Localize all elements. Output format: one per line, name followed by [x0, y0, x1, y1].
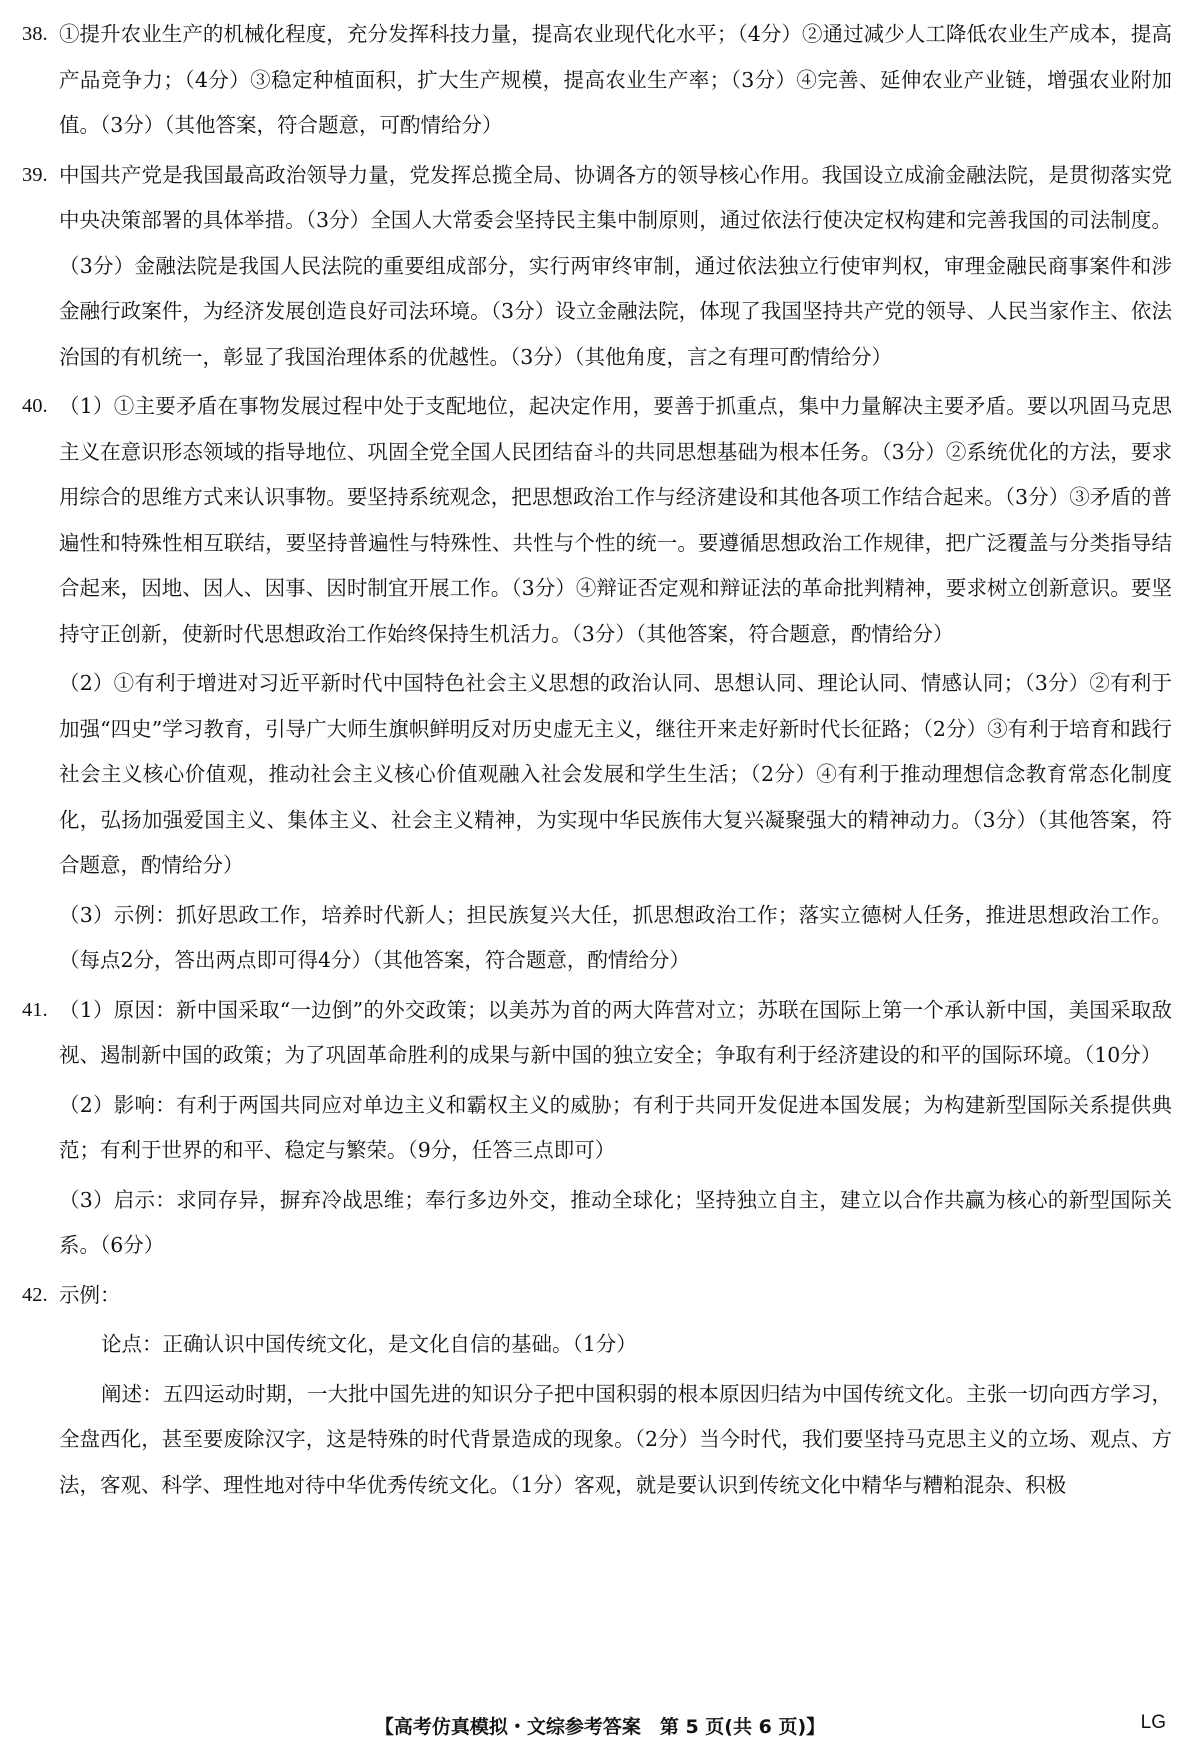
answer-part-3: （3）启示：求同存异，摒弃冷战思维；奉行多边外交，推动全球化；坚持独立自主，建立以合作共赢为核心的新型国际关系。（6分）	[59, 1187, 1172, 1257]
question-39	[22, 153, 1172, 381]
question-41-part-2	[22, 1083, 1172, 1174]
question-number: 40.	[22, 395, 48, 417]
answer-text: 中国共产党是我国最高政治领导力量，党发挥总揽全局、协调各方的领导核心作用。我国设立成渝金融法院，是贯彻落实党中央决策部署的具体举措。（3分）全国人大常委会坚持民主集中制原则，通过依法行使决定权构建和完善我国的司法制度。（3分）金融法院是我国人民法院的重要组成部分，实行两审终审制，通过依法独立行使审判权，审理金融民商事案件和涉金融行政案件，为经济发展创造良好司法环境。（3分）设立金融法院，体现了我国坚持共产党的领导、人民当家作主、依法治国的有机统一，彰显了我国治理体系的优越性。（3分）（其他角度，言之有理可酌情给分）	[59, 162, 1172, 369]
question-41	[22, 988, 1172, 1079]
answer-part-2: （2）①有利于增进对习近平新时代中国特色社会主义思想的政治认同、思想认同、理论认同、情感认同；（3分）②有利于加强“四史”学习教育，引导广大师生旗帜鲜明反对历史虚无主义，继往开来走好新时代长征路；（2分）③有利于培育和践行社会主义核心价值观，推动社会主义核心价值观融入社会发展和学生生活；（2分）④有利于推动理想信念教育常态化制度化，弘扬加强爱国主义、集体主义、社会主义精神，为实现中华民族伟大复兴凝聚强大的精神动力。（3分）（其他答案，符合题意，酌情给分）	[59, 671, 1172, 877]
question-41-part-3	[22, 1178, 1172, 1269]
question-40-part-3	[22, 893, 1172, 984]
argument-text: 阐述：五四运动时期，一大批中国先进的知识分子把中国积弱的根本原因归结为中国传统文化。主张一切向西方学习，全盘西化，甚至要废除汉字，这是特殊的时代背景造成的现象。（2分）当今时代，我们要坚持马克思主义的立场、观点、方法，客观、科学、理性地对待中华优秀传统文化。（1分）客观，就是要认识到传统文化中精华与糟粕混杂、积极	[59, 1381, 1172, 1497]
answer-text: ①提升农业生产的机械化程度，充分发挥科技力量，提高农业现代化水平；（4分）②通过减少人工降低农业生产成本，提高产品竞争力；（4分）③稳定种植面积，扩大生产规模，提高农业生产率；（3分）④完善、延伸农业产业链，增强农业附加值。（3分）（其他答案，符合题意，可酌情给分）	[59, 22, 1172, 137]
answer-part-3: （3）示例：抓好思政工作，培养时代新人；担民族复兴大任，抓思想政治工作；落实立德树人任务，推进思想政治工作。（每点2分，答出两点即可得4分）（其他答案，符合题意，酌情给分）	[59, 902, 1172, 972]
question-42	[22, 1273, 1172, 1319]
answer-intro: 示例：	[59, 1282, 121, 1307]
answer-part-2: （2）影响：有利于两国共同应对单边主义和霸权主义的威胁；有利于共同开发促进本国发展；为构建新型国际关系提供典范；有利于世界的和平、稳定与繁荣。（9分，任答三点即可）	[59, 1092, 1172, 1162]
thesis-text: 论点：正确认识中国传统文化，是文化自信的基础。（1分）	[101, 1332, 637, 1356]
footer-code: LG	[1140, 1712, 1166, 1733]
question-number: 38.	[22, 23, 48, 45]
answer-part-1: （1）原因：新中国采取“一边倒”的外交政策；以美苏为首的两大阵营对立；苏联在国际上第一个承认新中国，美国采取敌视、遏制新中国的政策；为了巩固革命胜利的成果与新中国的独立安全；争取有利于经济建设的和平的国际环境。（10分）	[59, 997, 1172, 1067]
question-40	[22, 384, 1172, 657]
question-40-part-2	[22, 661, 1172, 889]
question-38	[22, 12, 1172, 149]
question-number: 39.	[22, 163, 48, 186]
answer-part-1: （1）①主要矛盾在事物发展过程中处于支配地位，起决定作用，要善于抓重点，集中力量解决主要矛盾。要以巩固马克思主义在意识形态领域的指导地位、巩固全党全国人民团结奋斗的共同思想基础为根本任务。（3分）②系统优化的方法，要求用综合的思维方式来认识事物。要坚持系统观念，把思想政治工作与经济建设和其他各项工作结合起来。（3分）③矛盾的普遍性和特殊性相互联结，要坚持普遍性与特殊性、共性与个性的统一。要遵循思想政治工作规律，把广泛覆盖与分类指导结合起来，因地、因人、因事、因时制宜开展工作。（3分）④辩证否定观和辩证法的革命批判精神，要求树立创新意识。要坚持守正创新，使新时代思想政治工作始终保持生机活力。（3分）（其他答案，符合题意，酌情给分）	[59, 394, 1172, 646]
page-footer: 【高考仿真模拟・文综参考答案 第 5 页(共 6 页)】	[374, 1716, 826, 1738]
answer-page	[22, 12, 1172, 1512]
question-42-argument	[22, 1372, 1172, 1509]
question-number: 42.	[22, 1283, 48, 1306]
question-number: 41.	[22, 998, 48, 1021]
question-42-thesis	[22, 1322, 1172, 1368]
